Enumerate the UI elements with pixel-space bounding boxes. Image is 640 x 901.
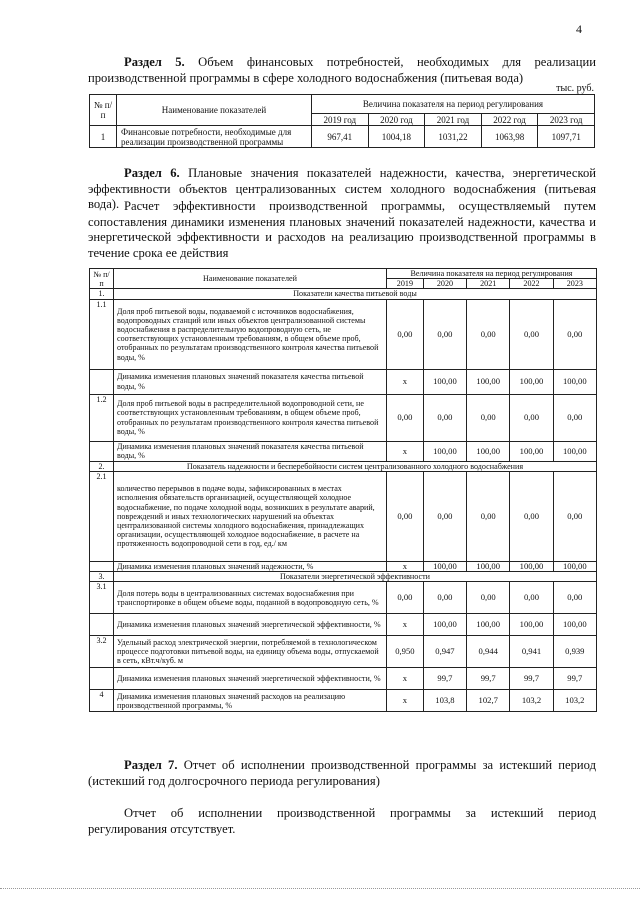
table-row xyxy=(90,394,597,441)
row-num xyxy=(90,441,114,461)
cell-value: 100,00 xyxy=(467,614,510,636)
section7-paragraph: Отчет об исполнении производственной программы за истекший период регулирования отсутствует. xyxy=(88,806,596,836)
section-title: Показатель надежности и бесперебойности систем централизованного холодного водоснабжения xyxy=(114,461,597,471)
table-row xyxy=(90,582,597,614)
cell-value: 0,00 xyxy=(510,471,553,561)
cell-value: 0,00 xyxy=(553,471,596,561)
page-divider xyxy=(0,888,640,889)
cell-value: x xyxy=(387,690,424,712)
cell-value: 0,00 xyxy=(467,471,510,561)
table-row xyxy=(90,561,597,571)
cell-value: x xyxy=(387,561,424,571)
section5-table xyxy=(89,94,595,148)
cell-value: 100,00 xyxy=(467,369,510,394)
row-num: 3.2 xyxy=(90,636,114,668)
cell-value: 0,00 xyxy=(387,471,424,561)
cell-value: 100,00 xyxy=(423,561,466,571)
cell-value: 1063,98 xyxy=(481,126,538,148)
section-title: Показатели качества питьевой воды xyxy=(114,289,597,299)
cell-value: 0,941 xyxy=(510,636,553,668)
row-name: Динамика изменения плановых значений надежности, % xyxy=(114,561,387,571)
table-row xyxy=(90,441,597,461)
row-name: Динамика изменения плановых значений расходов на реализацию производственной программы, % xyxy=(114,690,387,712)
row-name: Финансовые потребности, необходимые для реализации производственной программы xyxy=(117,126,312,148)
page-number: 4 xyxy=(576,22,582,36)
table-row xyxy=(90,299,597,369)
section6-paragraph: Расчет эффективности производственной программы, осуществляемый путем сопоставления динамики изменения плановых значений показателей надежности, качества и энергетической эффективности и расходов на реализацию производственной программы в течение срока ее действия xyxy=(88,199,596,260)
cell-value: 0,00 xyxy=(467,299,510,369)
cell-value: 99,7 xyxy=(423,668,466,690)
cell-value: 99,7 xyxy=(467,668,510,690)
year-header: 2019 xyxy=(387,279,424,289)
cell-value: 0,950 xyxy=(387,636,424,668)
year-header: 2021 xyxy=(467,279,510,289)
cell-value: 100,00 xyxy=(423,369,466,394)
cell-value: 0,00 xyxy=(510,582,553,614)
cell-value: 103,2 xyxy=(553,690,596,712)
cell-value: 0,00 xyxy=(553,299,596,369)
section6-table xyxy=(89,268,597,712)
section-num: 1. xyxy=(90,289,114,299)
cell-value: 102,7 xyxy=(467,690,510,712)
row-name: Динамика изменения плановых значений энергетической эффективности, % xyxy=(114,614,387,636)
section-row xyxy=(90,461,597,471)
cell-value: 0,00 xyxy=(423,394,466,441)
cell-value: 1031,22 xyxy=(425,126,482,148)
cell-value: 967,41 xyxy=(312,126,369,148)
cell-value: x xyxy=(387,614,424,636)
section5-heading xyxy=(88,55,596,86)
row-num: 1.1 xyxy=(90,299,114,369)
table-row xyxy=(90,636,597,668)
cell-value: 100,00 xyxy=(467,561,510,571)
section-row xyxy=(90,289,597,299)
header-num: № п/п xyxy=(90,269,114,289)
cell-value: 0,00 xyxy=(423,471,466,561)
table-row xyxy=(90,614,597,636)
section-row xyxy=(90,572,597,582)
row-num: 4 xyxy=(90,690,114,712)
header-name: Наименование показателей xyxy=(114,269,387,289)
row-num: 3.1 xyxy=(90,582,114,614)
cell-value: 0,00 xyxy=(553,582,596,614)
cell-value: 100,00 xyxy=(553,614,596,636)
row-num: 2.1 xyxy=(90,471,114,561)
row-name: Доля потерь воды в централизованных системах водоснабжения при транспортировке в общем объеме воды, поданной в водопроводную сеть, % xyxy=(114,582,387,614)
table-row xyxy=(90,690,597,712)
cell-value: 1097,71 xyxy=(538,126,595,148)
section5-title: Раздел 5. xyxy=(124,55,185,69)
row-num xyxy=(90,668,114,690)
table-row xyxy=(90,471,597,561)
cell-value: 99,7 xyxy=(510,668,553,690)
cell-value: 100,00 xyxy=(467,441,510,461)
section7-heading xyxy=(88,758,596,789)
section7-text: Отчет об исполнении производственной программы за истекший период (истекший год долгосрочного периода регулирования) xyxy=(88,758,596,788)
cell-value: 0,00 xyxy=(467,582,510,614)
row-name: количество перерывов в подаче воды, зафиксированных в местах исполнения обязательств организацией, осуществляющей холодное водоснабжение, по подаче холодной воды, возникших в результате аварий, повреждений и иных технологических нарушений на объектах централизованной системы холодного водоснабжения, принадлежащих организации, осуществляющей холодное водоснабжение, в расчете на протяженность водопроводной сети в год, ед./ км xyxy=(114,471,387,561)
cell-value: 100,00 xyxy=(553,441,596,461)
cell-value: 0,944 xyxy=(467,636,510,668)
cell-value: 0,00 xyxy=(467,394,510,441)
section6-title: Раздел 6. xyxy=(124,166,180,180)
cell-value: 0,00 xyxy=(387,582,424,614)
table-row xyxy=(90,126,595,148)
section-num: 2. xyxy=(90,461,114,471)
row-name: Динамика изменения плановых значений показателя качества питьевой воды, % xyxy=(114,441,387,461)
cell-value: 100,00 xyxy=(510,441,553,461)
row-name: Удельный расход электрической энергии, потребляемой в технологическом процессе подготовки питьевой воды, на единицу объема воды, отпускаемой в сеть, кВт.ч/куб. м xyxy=(114,636,387,668)
row-num xyxy=(90,561,114,571)
cell-value: 1004,18 xyxy=(368,126,425,148)
cell-value: 100,00 xyxy=(553,369,596,394)
cell-value: 100,00 xyxy=(510,614,553,636)
row-num: 1.2 xyxy=(90,394,114,441)
row-name: Доля проб питьевой воды, подаваемой с источников водоснабжения, водопроводных станций или иных объектов централизованной системы водоснабжения в распределительную водопроводную сеть, не соответствующих установленным требованиям, в общем объеме проб, отобранных по результатам производственного контроля качества питьевой воды, % xyxy=(114,299,387,369)
cell-value: 0,00 xyxy=(387,394,424,441)
row-name: Динамика изменения плановых значений энергетической эффективности, % xyxy=(114,668,387,690)
table-row xyxy=(90,369,597,394)
section-num: 3. xyxy=(90,572,114,582)
cell-value: 103,8 xyxy=(423,690,466,712)
cell-value: 100,00 xyxy=(553,561,596,571)
cell-value: 0,00 xyxy=(423,582,466,614)
cell-value: 100,00 xyxy=(510,369,553,394)
cell-value: x xyxy=(387,369,424,394)
table-row xyxy=(90,668,597,690)
cell-value: x xyxy=(387,668,424,690)
year-header: 2022 xyxy=(510,279,553,289)
cell-value: 0,947 xyxy=(423,636,466,668)
row-num xyxy=(90,614,114,636)
row-name: Доля проб питьевой воды в распределительной водопроводной сети, не соответствующих установленным требованиям, в общем объеме проб, отобранных по результатам производственного контроля качества питьевой воды, % xyxy=(114,394,387,441)
cell-value: 0,00 xyxy=(553,394,596,441)
year-header: 2023 год xyxy=(538,114,595,126)
cell-value: 0,00 xyxy=(510,394,553,441)
year-header: 2020 xyxy=(423,279,466,289)
cell-value: x xyxy=(387,441,424,461)
cell-value: 103,2 xyxy=(510,690,553,712)
section-title: Показатели энергетической эффективности xyxy=(114,572,597,582)
cell-value: 0,00 xyxy=(510,299,553,369)
year-header: 2019 год xyxy=(312,114,369,126)
section5-unit: тыс. руб. xyxy=(556,83,594,94)
row-name: Динамика изменения плановых значений показателя качества питьевой воды, % xyxy=(114,369,387,394)
cell-value: 0,939 xyxy=(553,636,596,668)
header-name: Наименование показателей xyxy=(117,95,312,126)
row-num: 1 xyxy=(90,126,117,148)
section7-title: Раздел 7. xyxy=(124,758,178,772)
year-header: 2021 год xyxy=(425,114,482,126)
year-header: 2023 xyxy=(553,279,596,289)
section5-text: Объем финансовых потребностей, необходимых для реализации производственной программы в сфере холодного водоснабжения (питьевая вода) xyxy=(88,55,596,85)
header-value: Величина показателя на период регулирования xyxy=(312,95,595,114)
cell-value: 100,00 xyxy=(423,441,466,461)
cell-value: 99,7 xyxy=(553,668,596,690)
year-header: 2020 год xyxy=(368,114,425,126)
section6-text: Плановые значения показателей надежности, качества, энергетической эффективности объектов централизованных систем холодного водоснабжения (питьевая вода). xyxy=(88,166,597,211)
cell-value: 0,00 xyxy=(387,299,424,369)
cell-value: 0,00 xyxy=(423,299,466,369)
header-value: Величина показателя на период регулирования xyxy=(387,269,597,279)
header-num: № п/п xyxy=(90,95,117,126)
cell-value: 100,00 xyxy=(510,561,553,571)
cell-value: 100,00 xyxy=(423,614,466,636)
row-num xyxy=(90,369,114,394)
year-header: 2022 год xyxy=(481,114,538,126)
